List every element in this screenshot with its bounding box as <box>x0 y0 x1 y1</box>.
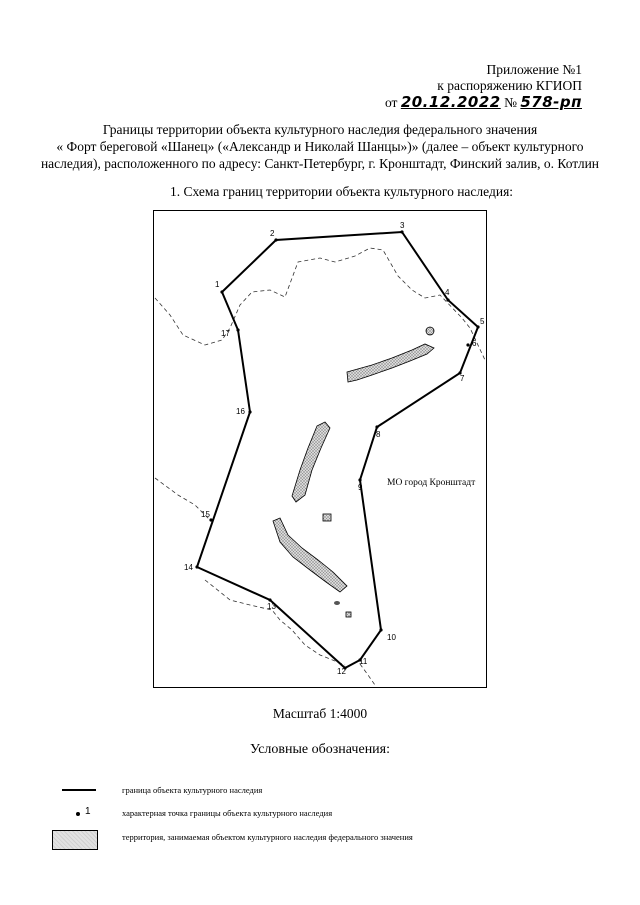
point-label-10: 10 <box>387 633 396 642</box>
appendix-order: к распоряжению КГИОП <box>437 78 582 93</box>
shoreline-dashed <box>155 248 485 685</box>
legend-point-symbol <box>76 812 80 816</box>
point-label-17: 17 <box>221 329 230 338</box>
point-label-15: 15 <box>201 510 210 519</box>
point-label-8: 8 <box>376 430 381 439</box>
point-label-1: 1 <box>215 280 220 289</box>
legend-title: Условные обозначения: <box>249 742 391 757</box>
section-heading: 1. Схема границ территории объекта культурного наследия: <box>170 184 514 199</box>
appendix-title: Приложение №1 <box>486 62 582 77</box>
point-label-13: 13 <box>267 602 276 611</box>
small-object-mark <box>334 601 340 605</box>
title-line-3: наследия), расположенного по адресу: Санкт-Петербург, г. Кронштадт, Финский залив, о. Котлин <box>40 156 600 171</box>
handwritten-date: 20.12.2022 <box>400 93 501 111</box>
point-label-11: 11 <box>359 657 368 666</box>
point-label-2: 2 <box>270 229 275 238</box>
small-heritage-mark <box>426 327 434 335</box>
point-label-5: 5 <box>480 317 485 326</box>
legend-item-point: характерная точка границы объекта культурного наследия <box>122 808 333 818</box>
point-label-6: 6 <box>472 339 477 348</box>
point-label-4: 4 <box>445 288 450 297</box>
district-label: МО город Кронштадт <box>387 478 476 488</box>
scale-label: Масштаб 1:4000 <box>272 706 368 721</box>
date-prefix: от <box>384 95 398 110</box>
legend-item-boundary: граница объекта культурного наследия <box>122 785 263 795</box>
handwritten-number: 578-рп <box>520 93 582 111</box>
point-label-7: 7 <box>460 374 465 383</box>
point-label-16: 16 <box>236 407 245 416</box>
title-line-1: Границы территории объекта культурного наследия федерального значения <box>102 122 538 137</box>
legend-point-number: 1 <box>85 806 91 817</box>
point-label-9: 9 <box>358 483 363 492</box>
number-prefix: № <box>504 95 517 110</box>
title-line-2: « Форт береговой «Шанец» («Александр и Николай Шанцы»)» (далее – объект культурного <box>56 139 584 154</box>
point-label-14: 14 <box>184 563 193 572</box>
legend-item-territory: территория, занимаемая объектом культурного наследия федерального значения <box>122 832 413 842</box>
point-label-12: 12 <box>337 667 346 676</box>
point-label-3: 3 <box>400 221 405 230</box>
legend-line-symbol <box>62 789 96 791</box>
legend-territory-symbol <box>52 830 98 850</box>
